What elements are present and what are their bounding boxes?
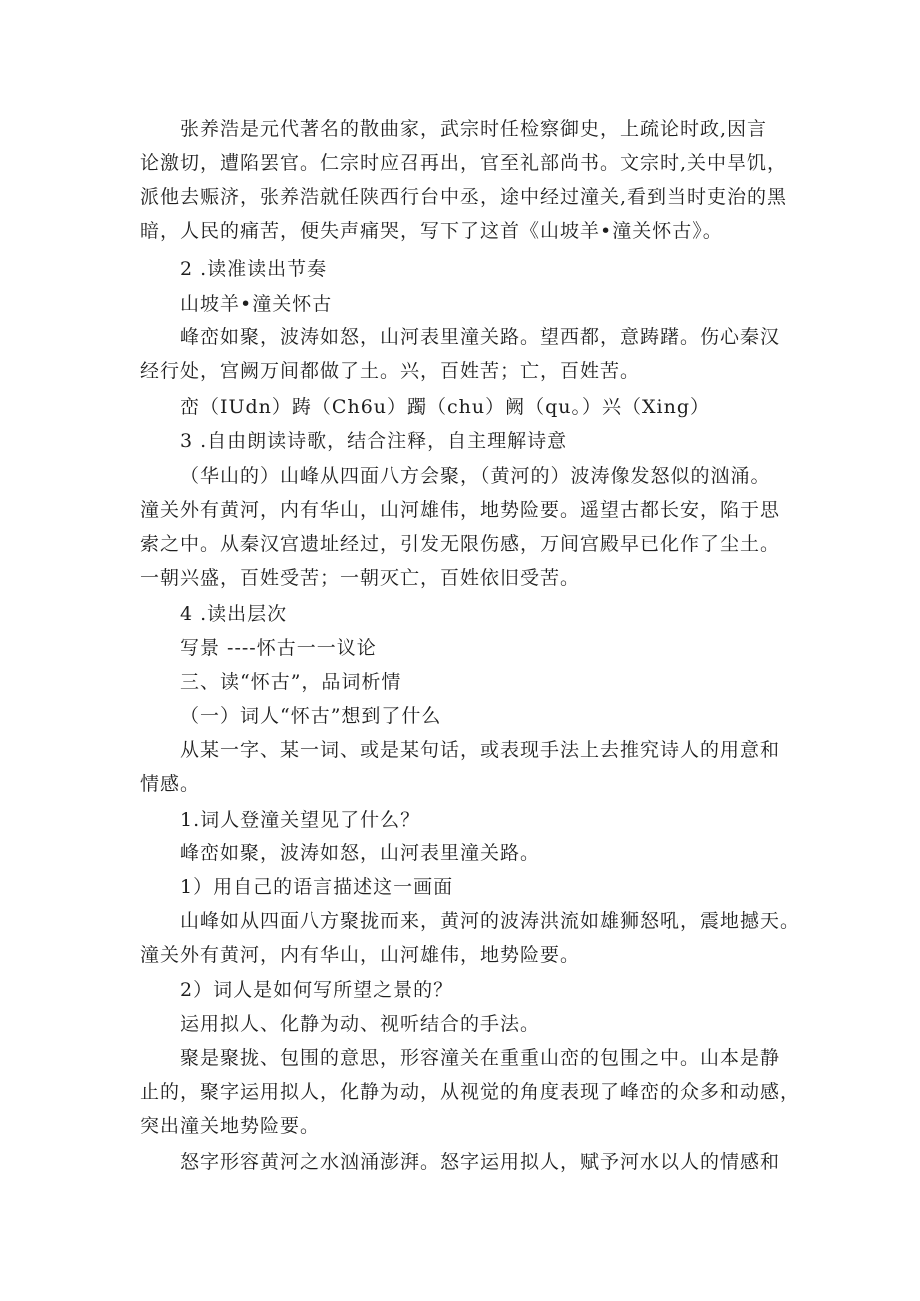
text-line: 潼关外有黄河，内有华山，山河雄伟，地势险要。遥望古都长安，陷于思	[140, 499, 781, 521]
text-line: 山峰如从四面八方聚拢而来，黄河的波涛洪流如雄狮怒吼，震地撼天。	[180, 910, 801, 932]
text-line: （华山的）山峰从四面八方会聚，（黄河的）波涛像发怒似的汹涌。	[180, 465, 771, 487]
text-line: 派他去赈济，张养浩就任陕西行台中丞，途中经过潼关,看到当时吏治的黑	[140, 186, 788, 208]
text-line: 索之中。从秦汉宫遗址经过，引发无限伤感，万间宫殿早已化作了尘土。	[140, 533, 781, 555]
subsection-one-heading: （一）词人“怀古”想到了什么	[180, 705, 442, 727]
text-line: 一朝兴盛，百姓受苦；一朝灭亡，百姓依旧受苦。	[140, 567, 581, 589]
poem-line: 经行处，宫阙万间都做了土。兴，百姓苦；亡，百姓苦。	[140, 360, 641, 382]
translation-paragraph	[140, 459, 800, 595]
ju-analysis-paragraph	[140, 1041, 800, 1143]
text-line: 论激切，遭陷罢官。仁宗时应召再出，官至礼部尚书。文宗时,关中旱饥，	[140, 152, 788, 174]
author-background-paragraph	[140, 112, 800, 248]
text-line: 聚是聚拢、包围的意思，形容潼关在重重山峦的包围之中。山本是静	[180, 1047, 781, 1069]
poem-line: 峰峦如聚，波涛如怒，山河表里潼关路。望西都，意踌躇。伤心秦汉	[180, 326, 781, 348]
layers-structure: 写景 ----怀古一一议论	[180, 637, 377, 659]
text-line: 止的，聚字运用拟人，化静为动，从视觉的角度表现了峰峦的众多和动感，	[140, 1081, 801, 1103]
pinyin-notes: 峦（IUdn）踌（Ch6u）躅（chu）阙（qu。）兴（Xing）	[180, 396, 711, 418]
text-line: 从某一字、某一词、或是某句话，或表现手法上去推究诗人的用意和	[180, 739, 781, 761]
text-line: 暗，人民的痛苦，便失声痛哭，写下了这首《山坡羊•潼关怀古》。	[140, 220, 723, 242]
text-line: 潼关外有黄河，内有华山，山河雄伟，地势险要。	[140, 944, 581, 966]
text-line: 张养浩是元代著名的散曲家，武宗时任检察御史，上疏论时政,因言	[180, 118, 768, 140]
answer-one: 峰峦如聚，波涛如怒，山河表里潼关路。	[180, 842, 541, 864]
poem-title: 山坡羊•潼关怀古	[180, 293, 333, 315]
question-one: 1.词人登潼关望见了什么？	[180, 809, 421, 831]
heading-read-rhythm: 2 .读准读出节奏	[180, 258, 328, 280]
answer-one-part-two: 运用拟人、化静为动、视听结合的手法。	[180, 1013, 541, 1035]
heading-free-reading: 3 .自由朗读诗歌，结合注释，自主理解诗意	[180, 430, 568, 452]
answer-one-part-one	[140, 904, 800, 972]
heading-read-layers: 4 .读出层次	[180, 603, 288, 625]
method-paragraph	[140, 733, 800, 801]
question-one-part-two: 2）词人是如何写所望之景的？	[180, 979, 454, 1001]
nu-analysis-paragraph	[140, 1145, 800, 1179]
question-one-part-one: 1）用自己的语言描述这一画面	[180, 876, 454, 898]
text-line: 怒字形容黄河之水汹涌澎湃。怒字运用拟人，赋予河水以人的情感和	[180, 1151, 781, 1173]
text-line: 突出潼关地势险要。	[140, 1115, 321, 1137]
section-three-heading: 三、读“怀古”，品词析情	[180, 671, 402, 693]
text-line: 情感。	[140, 773, 201, 795]
poem-text	[140, 320, 800, 388]
